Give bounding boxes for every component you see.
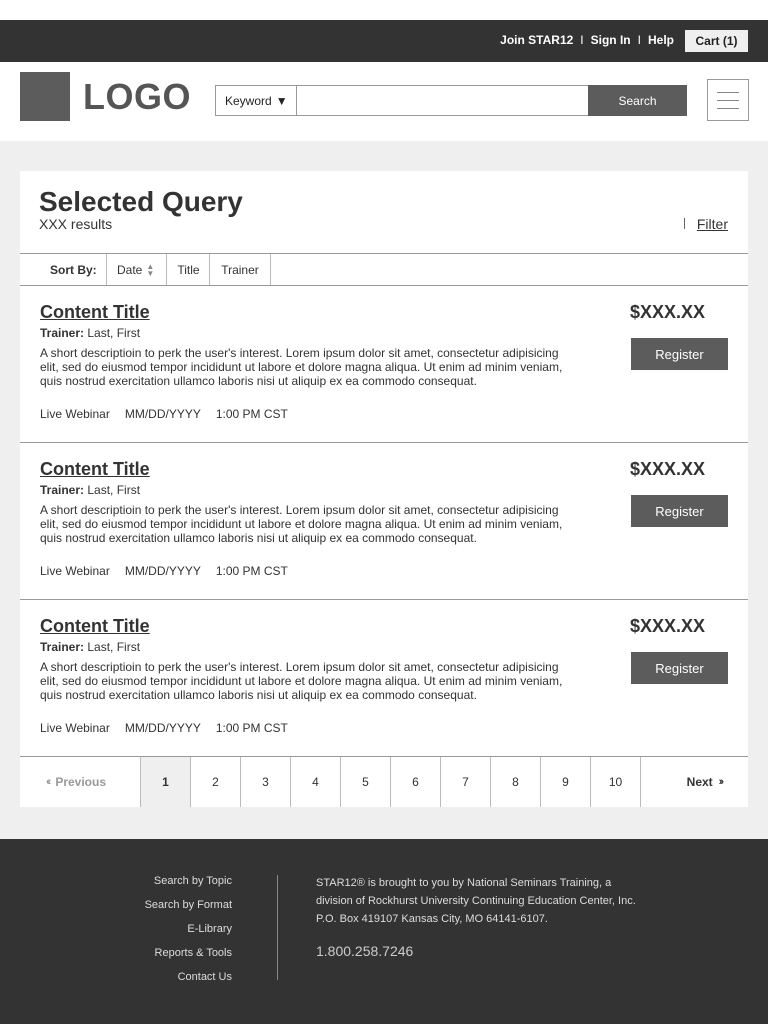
previous-label: Previous — [55, 775, 107, 789]
cart-button[interactable]: Cart (1) — [685, 30, 748, 52]
search-input[interactable] — [297, 85, 589, 116]
result-meta — [40, 721, 303, 735]
result-item — [20, 600, 748, 757]
filter-link[interactable]: Filter — [696, 216, 728, 232]
previous-page-button[interactable] — [20, 757, 140, 807]
sort-label: Sort By: — [50, 262, 97, 277]
keyword-label: Keyword — [225, 93, 272, 108]
result-price: $XXX.XX — [630, 616, 706, 636]
footer-about-line: P.O. Box 419107 Kansas City, MO 64141-6107. — [316, 913, 548, 925]
result-title-link[interactable]: Content Title — [40, 459, 150, 479]
page-button-1[interactable]: 1 — [140, 757, 190, 807]
result-title-link[interactable]: Content Title — [40, 616, 150, 636]
caret-down-icon: ▼ — [275, 93, 288, 108]
page-button-5[interactable]: 5 — [340, 757, 390, 807]
page-button-2[interactable]: 2 — [190, 757, 240, 807]
result-price: $XXX.XX — [630, 302, 706, 322]
top-strip — [0, 0, 768, 20]
result-date: MM/DD/YYYY — [124, 721, 201, 735]
sort-bar — [20, 253, 748, 286]
sort-arrows-icon: ▲ ▼ — [146, 261, 155, 278]
register-button[interactable]: Register — [631, 338, 728, 370]
page-title: Selected Query — [39, 186, 243, 217]
sort-date[interactable] — [106, 254, 163, 285]
trainer-label: Trainer: — [40, 483, 85, 497]
footer-links — [145, 874, 232, 994]
logo-text[interactable]: LOGO — [83, 76, 191, 117]
result-trainer — [40, 326, 140, 340]
trainer-name: Last, First — [87, 483, 141, 497]
chevron-double-left-icon: ‹‹ — [46, 776, 50, 788]
keyword-dropdown[interactable] — [215, 85, 297, 116]
sort-trainer[interactable]: Trainer — [209, 254, 271, 285]
result-price: $XXX.XX — [630, 459, 706, 479]
results-count: XXX results — [39, 216, 113, 232]
footer-about — [316, 874, 656, 928]
page-button-8[interactable]: 8 — [490, 757, 540, 807]
trainer-label: Trainer: — [40, 640, 85, 654]
result-time: 1:00 PM CST — [215, 721, 288, 735]
result-format: Live Webinar — [40, 564, 110, 578]
help-link[interactable]: Help — [647, 33, 674, 47]
result-meta — [40, 407, 303, 421]
page-button-7[interactable]: 7 — [440, 757, 490, 807]
result-format: Live Webinar — [40, 721, 110, 735]
register-button[interactable]: Register — [631, 652, 728, 684]
result-item — [20, 443, 748, 600]
footer-link-search-by-format[interactable]: Search by Format — [144, 899, 232, 911]
nav-separator: I — [580, 33, 584, 47]
footer-link-search-by-topic[interactable]: Search by Topic — [153, 875, 232, 887]
result-description: A short descriptioin to perk the user's interest. Lorem ipsum dolor sit amet, consectetur adipisicing elit, sed do eiusmod tempor incididunt ut labore et dolore magna aliqua. Ut enim ad minim veniam, quis nostrud exercitation ullamco laboris nisi ut aliquip ex ea commodo consequat. — [40, 503, 563, 545]
page-button-4[interactable]: 4 — [290, 757, 340, 807]
footer-link-contact-us[interactable]: Contact Us — [177, 971, 232, 983]
footer-about-line: division of Rockhurst University Continuing Education Center, Inc. — [316, 895, 636, 907]
top-nav — [500, 33, 674, 47]
site-header — [0, 62, 768, 141]
chevron-double-right-icon: ›› — [718, 776, 722, 788]
page-button-6[interactable]: 6 — [390, 757, 440, 807]
trainer-name: Last, First — [87, 326, 141, 340]
result-format: Live Webinar — [40, 407, 110, 421]
next-page-button[interactable] — [640, 757, 748, 807]
result-description: A short descriptioin to perk the user's interest. Lorem ipsum dolor sit amet, consectetur adipisicing elit, sed do eiusmod tempor incididunt ut labore et dolore magna aliqua. Ut enim ad minim veniam, quis nostrud exercitation ullamco laboris nisi ut aliquip ex ea commodo consequat. — [40, 346, 563, 388]
page-button-10[interactable]: 10 — [590, 757, 640, 807]
sort-title[interactable]: Title — [166, 254, 210, 285]
hamburger-menu-icon[interactable] — [707, 79, 749, 121]
join-link[interactable]: Join STAR12 — [500, 33, 574, 47]
next-label: Next — [686, 775, 713, 789]
footer-link-e-library[interactable]: E-Library — [187, 923, 232, 935]
result-trainer — [40, 640, 140, 654]
results-panel — [20, 171, 748, 807]
result-item — [20, 286, 748, 443]
result-title-link[interactable]: Content Title — [40, 302, 150, 322]
site-footer — [0, 839, 768, 1024]
trainer-name: Last, First — [87, 640, 141, 654]
search-button[interactable]: Search — [588, 85, 687, 116]
trainer-label: Trainer: — [40, 326, 85, 340]
sign-in-link[interactable]: Sign In — [590, 33, 631, 47]
page-button-3[interactable]: 3 — [240, 757, 290, 807]
result-time: 1:00 PM CST — [215, 564, 288, 578]
top-bar — [0, 20, 768, 62]
filter-separator — [684, 218, 685, 229]
result-meta — [40, 564, 303, 578]
footer-phone: 1.800.258.7246 — [316, 943, 414, 959]
footer-link-reports-tools[interactable]: Reports & Tools — [154, 947, 232, 959]
result-trainer — [40, 483, 140, 497]
result-date: MM/DD/YYYY — [124, 407, 201, 421]
page-button-9[interactable]: 9 — [540, 757, 590, 807]
register-button[interactable]: Register — [631, 495, 728, 527]
footer-about-line: STAR12® is brought to you by National Seminars Training, a — [316, 877, 612, 889]
footer-divider — [277, 875, 278, 980]
result-time: 1:00 PM CST — [215, 407, 288, 421]
sort-date-label: Date — [117, 262, 143, 277]
logo-icon[interactable] — [20, 72, 70, 121]
result-date: MM/DD/YYYY — [124, 564, 201, 578]
pagination — [20, 757, 748, 807]
nav-separator: I — [637, 33, 641, 47]
result-description: A short descriptioin to perk the user's interest. Lorem ipsum dolor sit amet, consectetur adipisicing elit, sed do eiusmod tempor incididunt ut labore et dolore magna aliqua. Ut enim ad minim veniam, quis nostrud exercitation ullamco laboris nisi ut aliquip ex ea commodo consequat. — [40, 660, 563, 702]
